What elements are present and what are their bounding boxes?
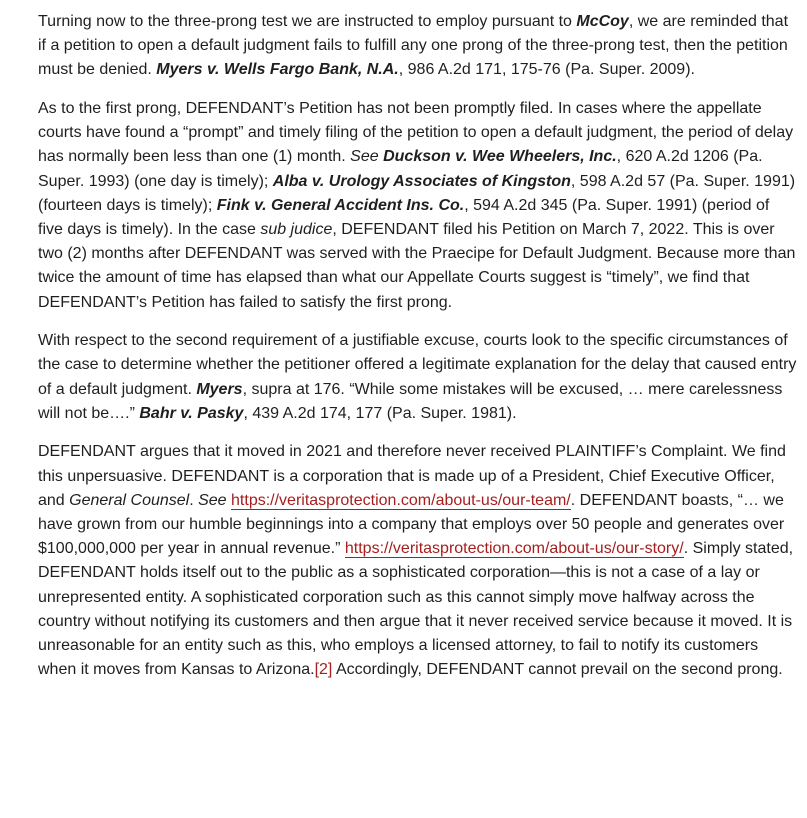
text: DEFENDANT argues that it moved in 2021 and therefore never received PLAINTIFF’s Complaint. We find this unpersuasive. DEFENDANT is a corporation that is made up of a President, Chief Executive Officer, and — [38, 443, 786, 509]
text: With respect to the second requirement of a justifiable excuse, courts look to the specific circumstances of the case to determine whether the petitioner offered a legitimate explanation for the delay that caused entry of a default judgment. — [38, 332, 797, 398]
case-name-alba: Alba v. Urology Associates of Kingston — [272, 172, 571, 190]
text: . DEFENDANT boasts, “… we have grown from our humble beginnings into a company that employs over 50 people and generates over $100,000,000 per year in annual revenue.” — [38, 491, 785, 558]
citation-text: , 594 A.2d 345 (Pa. Super. 1991) (period of five days is timely). In the case — [38, 196, 770, 239]
citation-text: , 439 A.2d 174, 177 (Pa. Super. 1981). — [243, 404, 517, 422]
paragraph-three-prong-test — [38, 10, 798, 83]
citation-text: , 620 A.2d 1206 (Pa. Super. 1993) (one day is timely); — [38, 148, 763, 190]
text: As to the first prong, DEFENDANT’s Petition has not been promptly filed. In cases where the appellate courts have found a “prompt” and timely filing of the petition to open a default judgment, the period of delay has normally been less than one (1) month. — [38, 100, 794, 166]
citation-text: , 986 A.2d 171, 175-76 (Pa. Super. 2009). — [398, 61, 695, 79]
signal-see: See — [350, 148, 379, 166]
text: . — [189, 491, 199, 509]
text: , supra at 176. “While some mistakes will be excused, … mere carelessness will not be….” — [38, 380, 783, 422]
text: . Simply stated, DEFENDANT holds itself out to the public as a sophisticated corporation—this is not a case of a lay or unrepresented entity. A sophisticated corporation such as this cannot simply move halfway across the country without notifying its customers and then argue that it never received service because it moved. It is unreasonable for an entity such as this, who employs a licensed attorney, to fail to notify its customers when it moves from Kansas to Arizona. — [38, 540, 794, 679]
term-sub-judice: sub judice — [260, 221, 333, 239]
paragraph-justifiable-excuse — [38, 329, 798, 426]
case-name-myers: Myers v. Wells Fargo Bank, N.A. — [156, 61, 399, 79]
case-name-mccoy: McCoy — [576, 13, 629, 30]
paragraph-first-prong — [38, 97, 798, 315]
case-name-fink: Fink v. General Accident Ins. Co. — [216, 196, 465, 214]
link-our-story[interactable]: https://veritasprotection.com/about-us/our-story/ — [344, 540, 684, 558]
signal-see: See — [198, 491, 227, 509]
text: Accordingly, DEFENDANT cannot prevail on the second prong. — [332, 661, 783, 679]
citation-text: , 598 A.2d 57 (Pa. Super. 1991) (fourteen days is timely); — [38, 172, 796, 214]
case-name-myers: Myers — [196, 380, 243, 398]
text: Turning now to the three-prong test we are instructed to employ pursuant to — [38, 13, 577, 30]
term-general-counsel: General Counsel — [69, 491, 190, 509]
text: , DEFENDANT filed his Petition on March 7, 2022. This is over two (2) months after DEFENDANT was served with the Praecipe for Default Judgment. Because more than twice the amount of time has elapsed than what our Appellate Courts suggest is “timely”, we find that DEFENDANT’s Petition has failed to satisfy the first prong. — [38, 221, 796, 311]
text: , we are reminded that if a petition to open a default judgment fails to fulfill any one prong of the three-prong test, then the petition must be denied. — [38, 13, 789, 79]
opinion-text — [38, 10, 798, 697]
case-name-duckson: Duckson v. Wee Wheelers, Inc. — [383, 148, 617, 166]
link-our-team[interactable]: https://veritasprotection.com/about-us/our-team/ — [231, 491, 571, 509]
paragraph-second-prong — [38, 440, 798, 682]
footnote-link[interactable]: [2] — [314, 661, 333, 679]
case-name-bahr: Bahr v. Pasky — [139, 404, 244, 422]
